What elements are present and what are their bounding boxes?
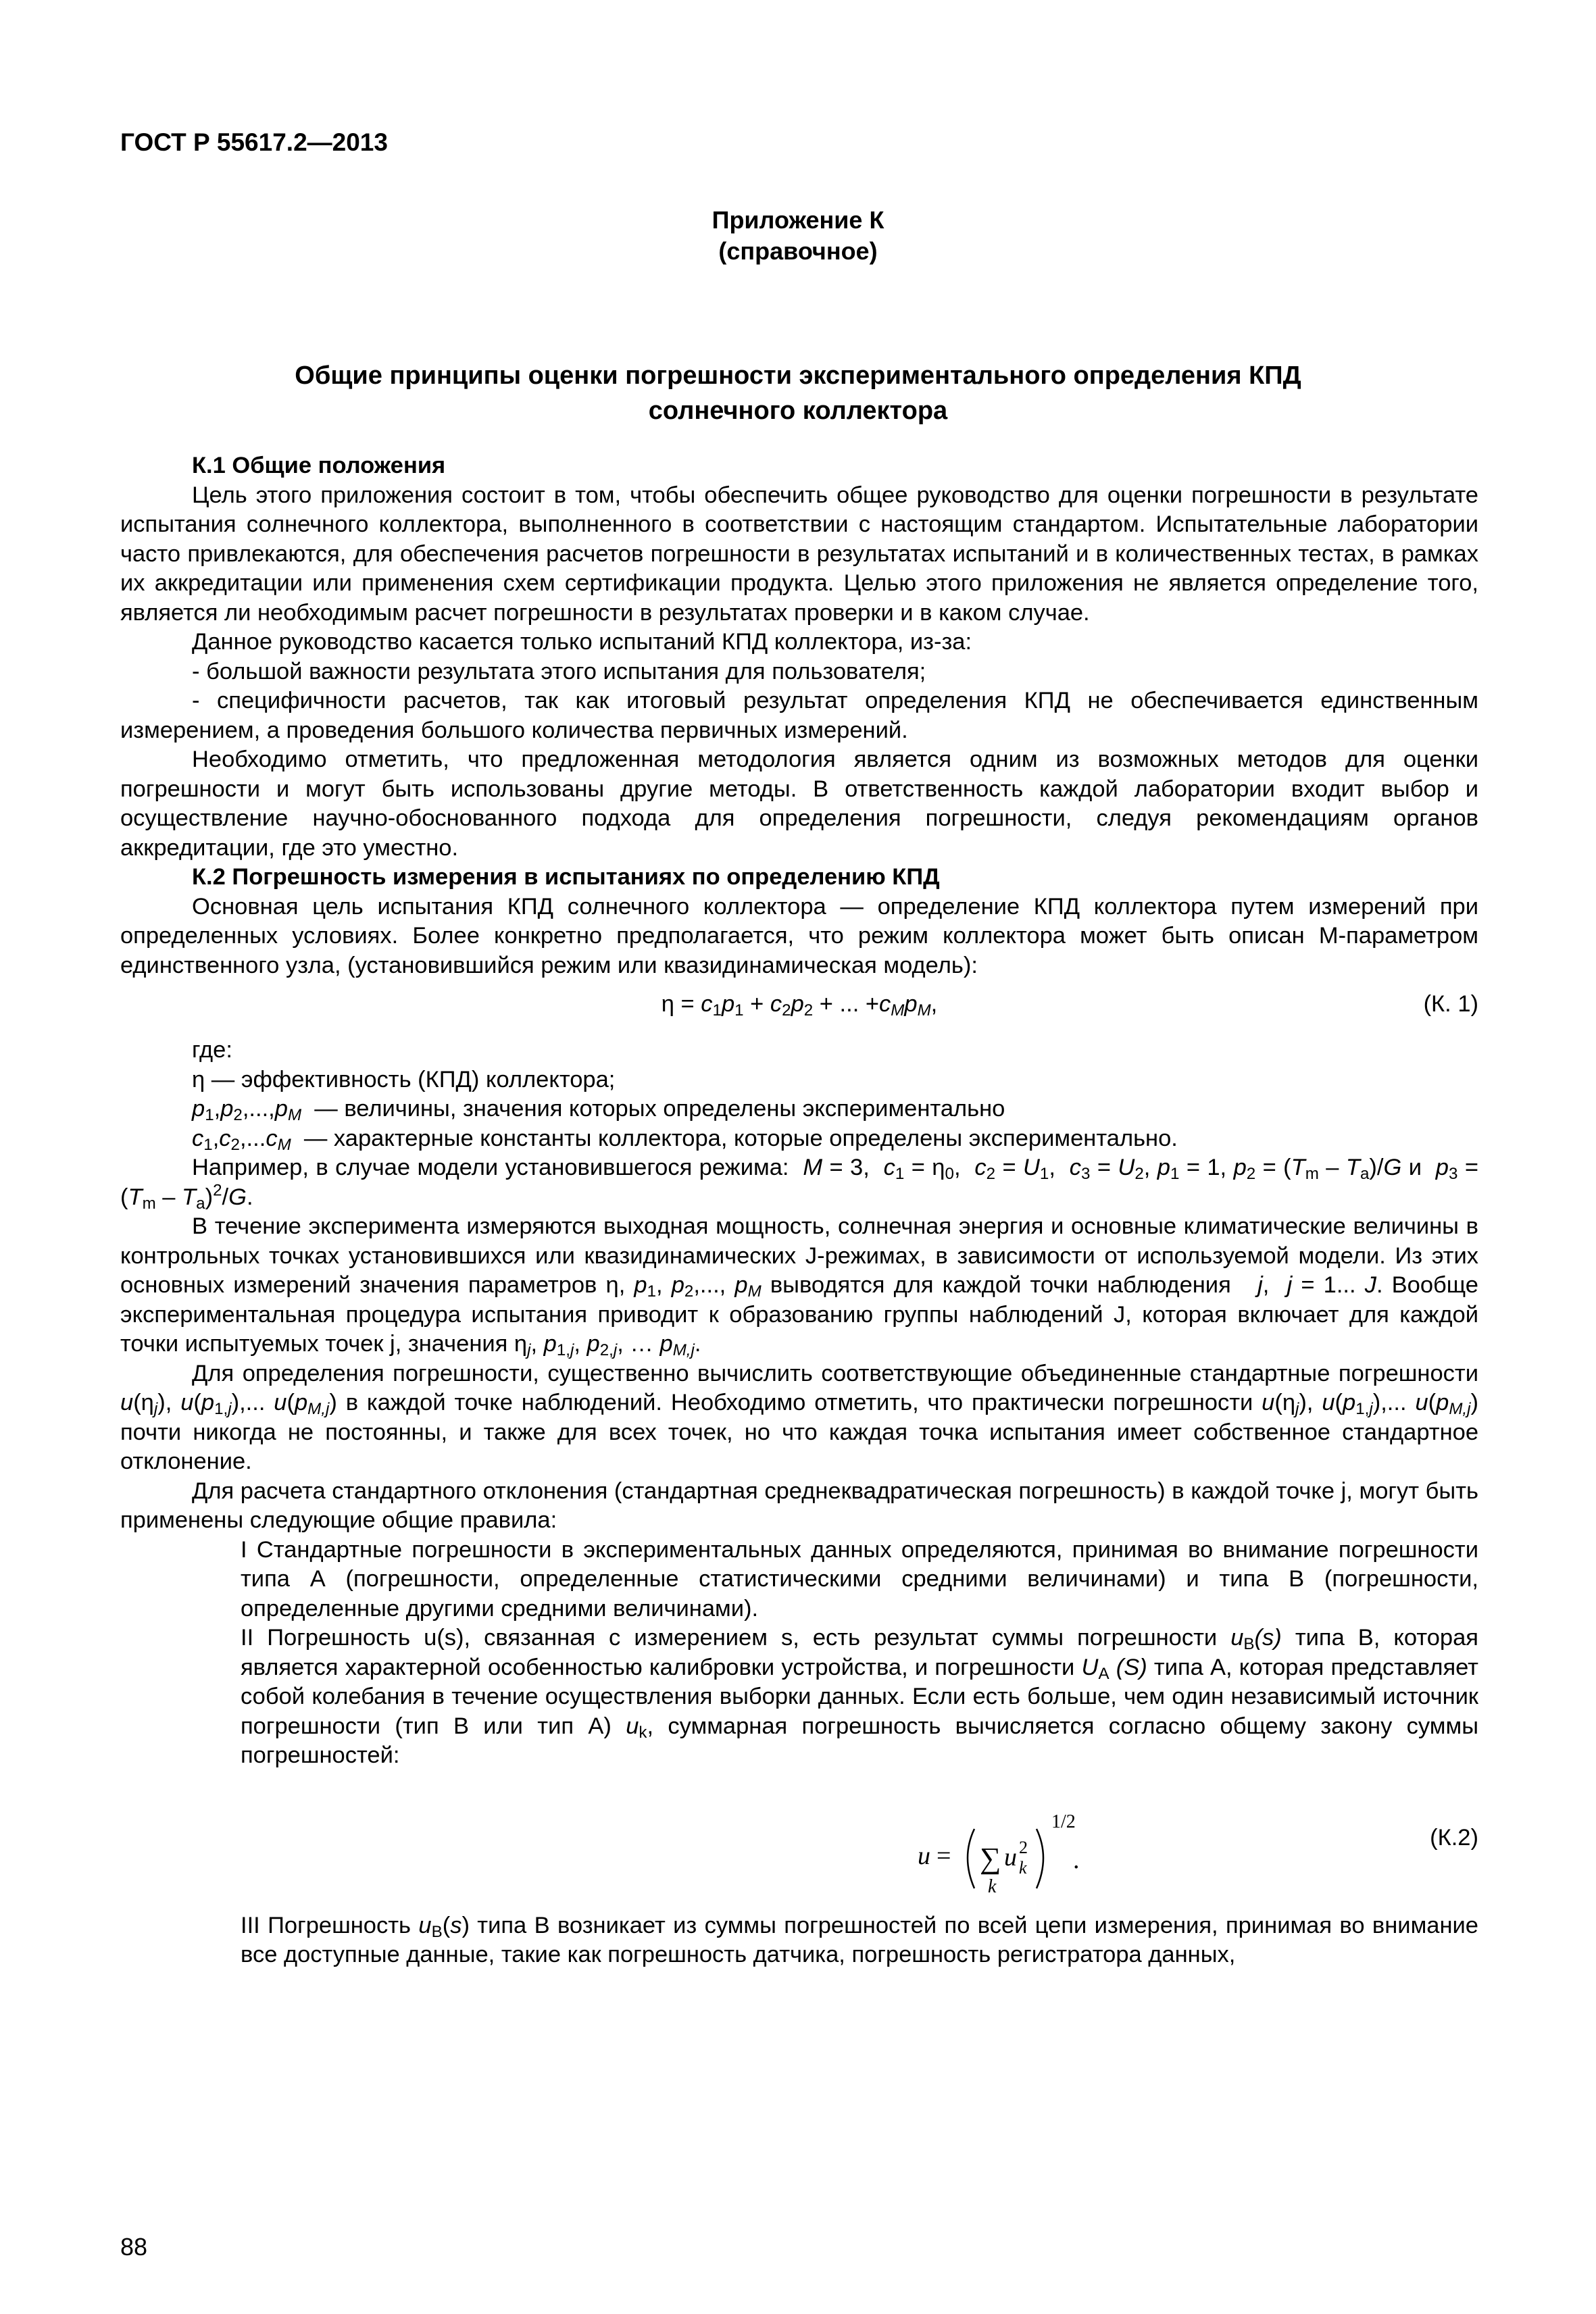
k1-paragraph-1: Цель этого приложения состоит в том, чтобы обеспечить общее руководство для оценки погрешности в результате испытания солнечного коллектора, выполненного в соответствии с настоящим стандартом. Испытательные лаборатории часто привлекаются, для обеспечения расчетов погрешности в результатах испытаний и в количественных тестах, в рамках их аккредитации или применения схем сертификации продукта. Целью этого приложения не является определение того, является ли необходимым расчет погрешности в результатах проверки и в каком случае. [120, 482, 1478, 626]
k1-list-item-1: - большой важности результата этого испытания для пользователя; [192, 658, 926, 684]
k2-paragraph-2: В течение эксперимента измеряются выходная мощность, солнечная энергия и основные климатические величины в контрольных точках установившихся или квазидинамических J-режимах, в зависимости от используемой модели. Из этих основных измерений значения параметров η, $p_1$, $p_2$,..., $p_M$ выводятся для каждой точки наблюдения j, j = 1... J. Вообще экспериментальная процедура испытания приводит к образованию группы наблюдений J, которая включает для каждой точки испытуемых точек j, значения $\eta_j$, $p_{1,j}$, $p_{2,j}$, … $p_{M,j}$. [120, 1213, 1478, 1360]
k1-paragraph-3: Необходимо отметить, что предложенная методология является одним из возможных методов для оценки погрешности и могут быть использованы другие методы. В ответственность каждой лаборатории входит выбор и осуществление научно-обоснованного подхода для определения погрешности, следуя рекомендациям органов аккредитации, где это уместно. [120, 747, 1478, 861]
definition-eta: η — эффективность (КПД) коллектора; [192, 1066, 616, 1092]
annex-type: (справочное) [718, 237, 878, 265]
equation-k1 [120, 980, 1478, 1028]
equation-k2-formula [918, 1809, 1093, 1910]
annex-title-line2: солнечного коллектора [648, 397, 948, 425]
rule-1: I Стандартные погрешности в экспериментальных данных определяются, принимая во внимание погрешности типа А (погрешности, определенные статистическими средними величинами) и типа В (погрешности, определенные другими средними величинами). [241, 1536, 1478, 1621]
k2-paragraph-4: Для расчета стандартного отклонения (стандартная среднеквадратическая погрешность) в каждой точке j, могут быть применены следующие общие правила: [120, 1478, 1478, 1533]
k1-list-item-2: - специфичности расчетов, так как итоговый результат определения КПД не обеспечивается единственным измерением, а проведения большого количества первичных измерений. [120, 688, 1478, 743]
annex-title-line1: Общие принципы оценки погрешности экспериментального определения КПД [295, 361, 1301, 390]
definition-c: $c_1,c_2,...c_M$ — характерные константы коллектора, которые определены экспериментально. [192, 1125, 1178, 1154]
svg-text:u: u [918, 1841, 930, 1870]
section-k1-heading: К.1 Общие положения [192, 453, 446, 478]
equation-k2 [120, 1786, 1478, 1897]
rule-2: II Погрешность u(s), связанная с измерением s, есть результат суммы погрешности $u_B(s)$ типа В, которая является характерной особенностью калибровки устройства, и погрешности $U_A$ (S) типа А, которая представляет собой колебания в течение осуществления выборки данных. Если есть больше, чем один независимый источник погрешности (тип В или тип А) $u_k$, суммарная погрешность вычисляется согласно общему закону суммы погрешностей: [241, 1625, 1478, 1768]
equation-k1-formula: $\eta = c_1p_1 + c_2p_2$ + ... $+c_Mp_M$, [661, 991, 938, 1020]
svg-text:1/2: 1/2 [1051, 1811, 1076, 1832]
k2-paragraph-3: Для определения погрешности, существенно вычислить соответствующие объединенные стандартные погрешности $u(\eta_j)$, $u(p_{1,j})$,... $u(p_{M,j})$ в каждой точке наблюдений. Необходимо отметить, что практически погрешности $u(\eta_j)$, $u(p_{1,j})$,... $u(p_{M,j})$ почти никогда не постоянны, и также для всех точек, но что каждая точка испытания имеет собственное стандартное отклонение. [120, 1360, 1478, 1474]
annex-title [120, 358, 1476, 428]
example-paragraph: Например, в случае модели установившегося режима: M = 3, $c_1 = \eta_0$, $c_2 = U_1$, $c_3 = U_2$, $p_1 = 1$, $p_2 = (T_m - T_a)/G$ и $p_3 = (T_m - T_a)^2/G$. [120, 1155, 1478, 1213]
where-label: где: [192, 1037, 232, 1063]
k1-paragraph-2: Данное руководство касается только испытаний КПД коллектора, из-за: [192, 629, 972, 655]
document-code: ГОСТ Р 55617.2—2013 [120, 128, 388, 156]
equation-k1-number: (К. 1) [1423, 991, 1478, 1017]
svg-text:2: 2 [1019, 1837, 1028, 1857]
rule-3: III Погрешность $u_B(s)$ типа В возникает из суммы погрешностей по всей цепи измерения, принимая во внимание все доступные данные, такие как погрешность датчика, погрешность регистратора данных, [241, 1912, 1478, 1967]
svg-text:=: = [937, 1841, 951, 1870]
k2-paragraph-1: Основная цель испытания КПД солнечного коллектора — определение КПД коллектора путем измерений при определенных условиях. Более конкретно предполагается, что режим коллектора может быть описан М-параметром единственного узла, (установившийся режим или квазидинамическая модель): [120, 893, 1478, 978]
svg-text:k: k [988, 1876, 997, 1897]
svg-text:u: u [1004, 1842, 1017, 1871]
annex-label: Приложение К [712, 206, 884, 234]
definition-p: $p_1,p_2,...,p_M$ — величины, значения которых определены экспериментально [192, 1096, 1005, 1125]
svg-text:k: k [1019, 1857, 1027, 1878]
equation-k2-number: (К.2) [1430, 1824, 1478, 1851]
page-number: 88 [120, 2233, 148, 2261]
section-k2-heading: К.2 Погрешность измерения в испытаниях по определению КПД [192, 864, 940, 890]
annex-heading [120, 205, 1476, 267]
main-text [120, 451, 1478, 1970]
svg-text:.: . [1073, 1845, 1080, 1874]
svg-text:∑: ∑ [980, 1841, 1001, 1875]
